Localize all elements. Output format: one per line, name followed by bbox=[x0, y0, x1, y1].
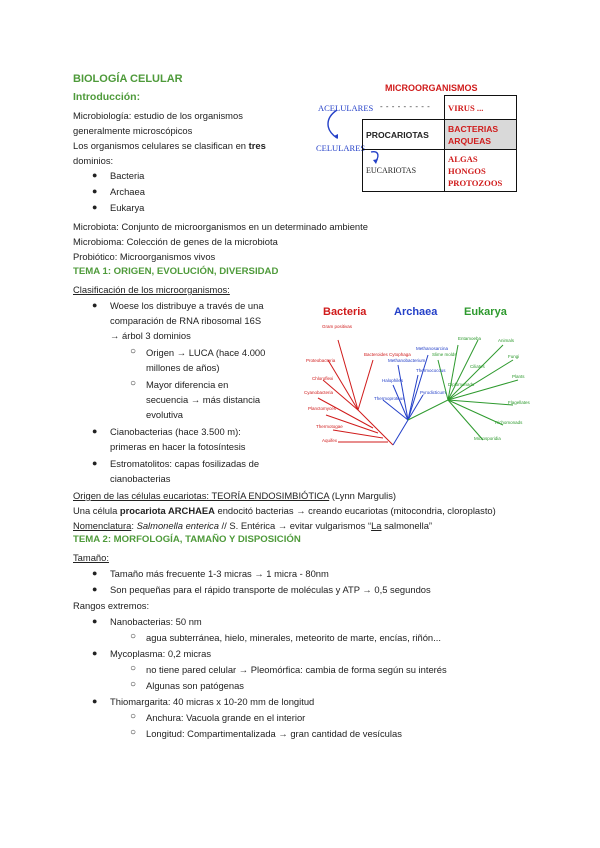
arqueas-text: ARQUEAS bbox=[448, 135, 492, 146]
myco-detail: no tiene pared celular → Pleomórfica: cambia de forma según su interés bbox=[146, 664, 447, 675]
tamano-line: Son pequeñas para el rápido transporte de moléculas y ATP → 0,5 segundos bbox=[110, 584, 431, 595]
virus-cell: VIRUS ... bbox=[445, 96, 517, 120]
tree-label: Thermococcus bbox=[416, 368, 446, 373]
woese-line: → árbol 3 dominios bbox=[110, 330, 191, 341]
mayor-line: Mayor diferencia en bbox=[146, 379, 229, 390]
tree-label: Trichomonads bbox=[494, 420, 523, 425]
tree-label: Methanosarcina bbox=[416, 346, 449, 351]
bullet-icon: ● bbox=[92, 202, 98, 212]
thio-detail: Longitud: Compartimentalizada → gran cantidad de vesículas bbox=[146, 728, 402, 739]
domain-item: Eukarya bbox=[110, 202, 145, 213]
eucariotas-cell: EUCARIOTAS bbox=[363, 150, 445, 192]
dotted-connector: - - - - - - - - - bbox=[380, 102, 431, 111]
myco-line: Mycoplasma: 0,2 micras bbox=[110, 648, 212, 659]
celula-text: endocitó bacterias → creando eucariotas (mitocondria, cloroplasto) bbox=[214, 505, 496, 516]
bullet-icon: ● bbox=[92, 568, 98, 578]
section-heading-tema1: TEMA 1: ORIGEN, EVOLUCIÓN, DIVERSIDAD bbox=[73, 266, 279, 277]
page-title: BIOLOGÍA CELULAR bbox=[73, 73, 183, 85]
mayor-line: evolutiva bbox=[146, 409, 184, 420]
bullet-icon: ● bbox=[92, 458, 98, 468]
tree-label: Plants bbox=[512, 374, 525, 379]
tree-eukarya-title: Eukarya bbox=[464, 306, 507, 318]
section-heading-tema2: TEMA 2: MORFOLOGÍA, TAMAÑO Y DISPOSICIÓN bbox=[73, 534, 301, 545]
origen-celulas-author: (Lynn Margulis) bbox=[329, 490, 397, 501]
nano-detail: agua subterránea, hielo, minerales, meteorito de marte, encías, riñón... bbox=[146, 632, 441, 643]
tree-label: Entamoeba bbox=[458, 336, 482, 341]
myco-detail: Algunas son patógenas bbox=[146, 680, 244, 691]
subsection-heading: Tamaño: bbox=[73, 552, 109, 563]
tree-label: Bacteroides Cytophaga bbox=[364, 352, 411, 357]
ciano-line: primeras en hacer la fotosíntesis bbox=[110, 441, 246, 452]
phylogenetic-tree bbox=[298, 300, 530, 452]
celula-text: Una célula bbox=[73, 505, 120, 516]
definition-microbioma: Microbioma: Colección de genes de la microbiota bbox=[73, 236, 278, 247]
tree-archaea-title: Archaea bbox=[394, 306, 438, 318]
nomenclatura-line bbox=[73, 518, 432, 533]
circle-bullet-icon: ○ bbox=[130, 711, 137, 722]
hongos-text: HONGOS bbox=[448, 165, 486, 176]
eucariotas-groups-cell bbox=[445, 150, 517, 192]
subsection-heading: Clasificación de los microorganismos: bbox=[73, 284, 230, 295]
estro-line: cianobacterias bbox=[110, 473, 171, 484]
nomenclatura-text: // S. Entérica → evitar vulgarismos “ bbox=[218, 520, 372, 531]
origen-celulas-text: Origen de las células eucariotas: TEORÍA ENDOSIMBIÓTICA bbox=[73, 490, 330, 501]
micro-table-title: MICROORGANISMOS bbox=[385, 83, 478, 93]
tree-label: Proteobacteria bbox=[306, 358, 336, 363]
intro-line: generalmente microscópicos bbox=[73, 125, 193, 136]
tree-label: Aquifex bbox=[322, 438, 338, 443]
micro-table bbox=[362, 95, 517, 192]
celulares-label: CELULARES bbox=[316, 143, 366, 153]
tree-label: Animals bbox=[498, 338, 515, 343]
bullet-icon: ● bbox=[92, 616, 98, 626]
intro-line: Microbiología: estudio de los organismos bbox=[73, 110, 243, 121]
bullet-icon: ● bbox=[92, 648, 98, 658]
bullet-icon: ● bbox=[92, 696, 98, 706]
circle-bullet-icon: ○ bbox=[130, 378, 137, 389]
definition-microbiota: Microbiota: Conjunto de microorganismos en un determinado ambiente bbox=[73, 221, 368, 232]
tree-label: Methanobacterium bbox=[388, 358, 426, 363]
tamano-line: Tamaño más frecuente 1-3 micras → 1 micra - 80nm bbox=[110, 568, 329, 579]
origen-line: millones de años) bbox=[146, 362, 220, 373]
acelulares-label: ACELULARES bbox=[318, 103, 374, 113]
thio-line: Thiomargarita: 40 micras x 10-20 mm de longitud bbox=[110, 696, 315, 707]
intro-bold: tres bbox=[248, 140, 266, 151]
nomenclatura-species: Salmonella enterica bbox=[136, 520, 219, 531]
algas-text: ALGAS bbox=[448, 153, 478, 164]
nano-line: Nanobacterias: 50 nm bbox=[110, 616, 202, 627]
tree-label: Flagellates bbox=[508, 400, 530, 405]
tree-bacteria-title: Bacteria bbox=[323, 306, 367, 318]
bullet-icon: ● bbox=[92, 186, 98, 196]
procariotas-cell: PROCARIOTAS bbox=[363, 120, 445, 150]
bullet-icon: ● bbox=[92, 584, 98, 594]
celula-line bbox=[73, 503, 496, 518]
tree-label: Planctomyces bbox=[308, 406, 337, 411]
tree-label: Thermotogae bbox=[316, 424, 343, 429]
origen-celulas bbox=[73, 488, 396, 503]
circle-bullet-icon: ○ bbox=[130, 663, 137, 674]
tree-label: Microsporidia bbox=[474, 436, 501, 441]
bacterias-arqueas-cell bbox=[445, 120, 517, 150]
nomenclatura-text: salmonella” bbox=[381, 520, 433, 531]
tree-label: Slime molds bbox=[432, 352, 457, 357]
nomenclatura-text: : bbox=[131, 520, 137, 531]
bacterias-text: BACTERIAS bbox=[448, 123, 499, 134]
rangos-heading: Rangos extremos: bbox=[73, 600, 150, 611]
estro-line: Estromatolitos: capas fosilizadas de bbox=[110, 458, 260, 469]
origen-line: Origen → LUCA (hace 4.000 bbox=[146, 347, 266, 358]
woese-line: comparación de RNA ribosomal 16S bbox=[110, 315, 262, 326]
celula-bold: procariota ARCHAEA bbox=[119, 505, 215, 516]
tree-label: Gram positivas bbox=[322, 324, 353, 329]
nomenclatura-article: La bbox=[371, 520, 382, 531]
circle-bullet-icon: ○ bbox=[130, 346, 137, 357]
tree-label: Cyanobacteria bbox=[304, 390, 334, 395]
circle-bullet-icon: ○ bbox=[130, 631, 137, 642]
tree-label: Ciliates bbox=[470, 364, 485, 369]
bullet-icon: ● bbox=[92, 426, 98, 436]
nomenclatura-label: Nomenclatura bbox=[73, 520, 132, 531]
bullet-icon: ● bbox=[92, 300, 98, 310]
thio-detail: Anchura: Vacuola grande en el interior bbox=[146, 712, 306, 723]
bullet-icon: ● bbox=[92, 170, 98, 180]
definition-probiotico: Probiótico: Microorganismos vivos bbox=[73, 251, 216, 262]
woese-line: Woese los distribuye a través de una bbox=[110, 300, 264, 311]
domain-item: Archaea bbox=[110, 186, 145, 197]
mayor-line: secuencia → más distancia bbox=[146, 394, 261, 405]
intro-line: dominios: bbox=[73, 155, 114, 166]
intro-text: Los organismos celulares se clasifican en bbox=[73, 140, 249, 151]
circle-bullet-icon: ○ bbox=[130, 679, 137, 690]
intro-heading: Introducción: bbox=[73, 91, 141, 103]
ciano-line: Cianobacterias (hace 3.500 m): bbox=[110, 426, 241, 437]
tree-label: Halophiles bbox=[382, 378, 404, 383]
protozoos-text: PROTOZOOS bbox=[448, 177, 503, 188]
empty-cell bbox=[363, 96, 445, 120]
tree-label: Diplomonads bbox=[448, 382, 475, 387]
tree-label: Fungi bbox=[508, 354, 520, 359]
tree-label: Pyrodicticum bbox=[420, 390, 446, 395]
tree-label: Chloroflexi bbox=[312, 376, 334, 381]
intro-line bbox=[73, 138, 266, 153]
circle-bullet-icon: ○ bbox=[130, 727, 137, 738]
domain-item: Bacteria bbox=[110, 170, 145, 181]
tree-label: Thermoproteus bbox=[374, 396, 405, 401]
